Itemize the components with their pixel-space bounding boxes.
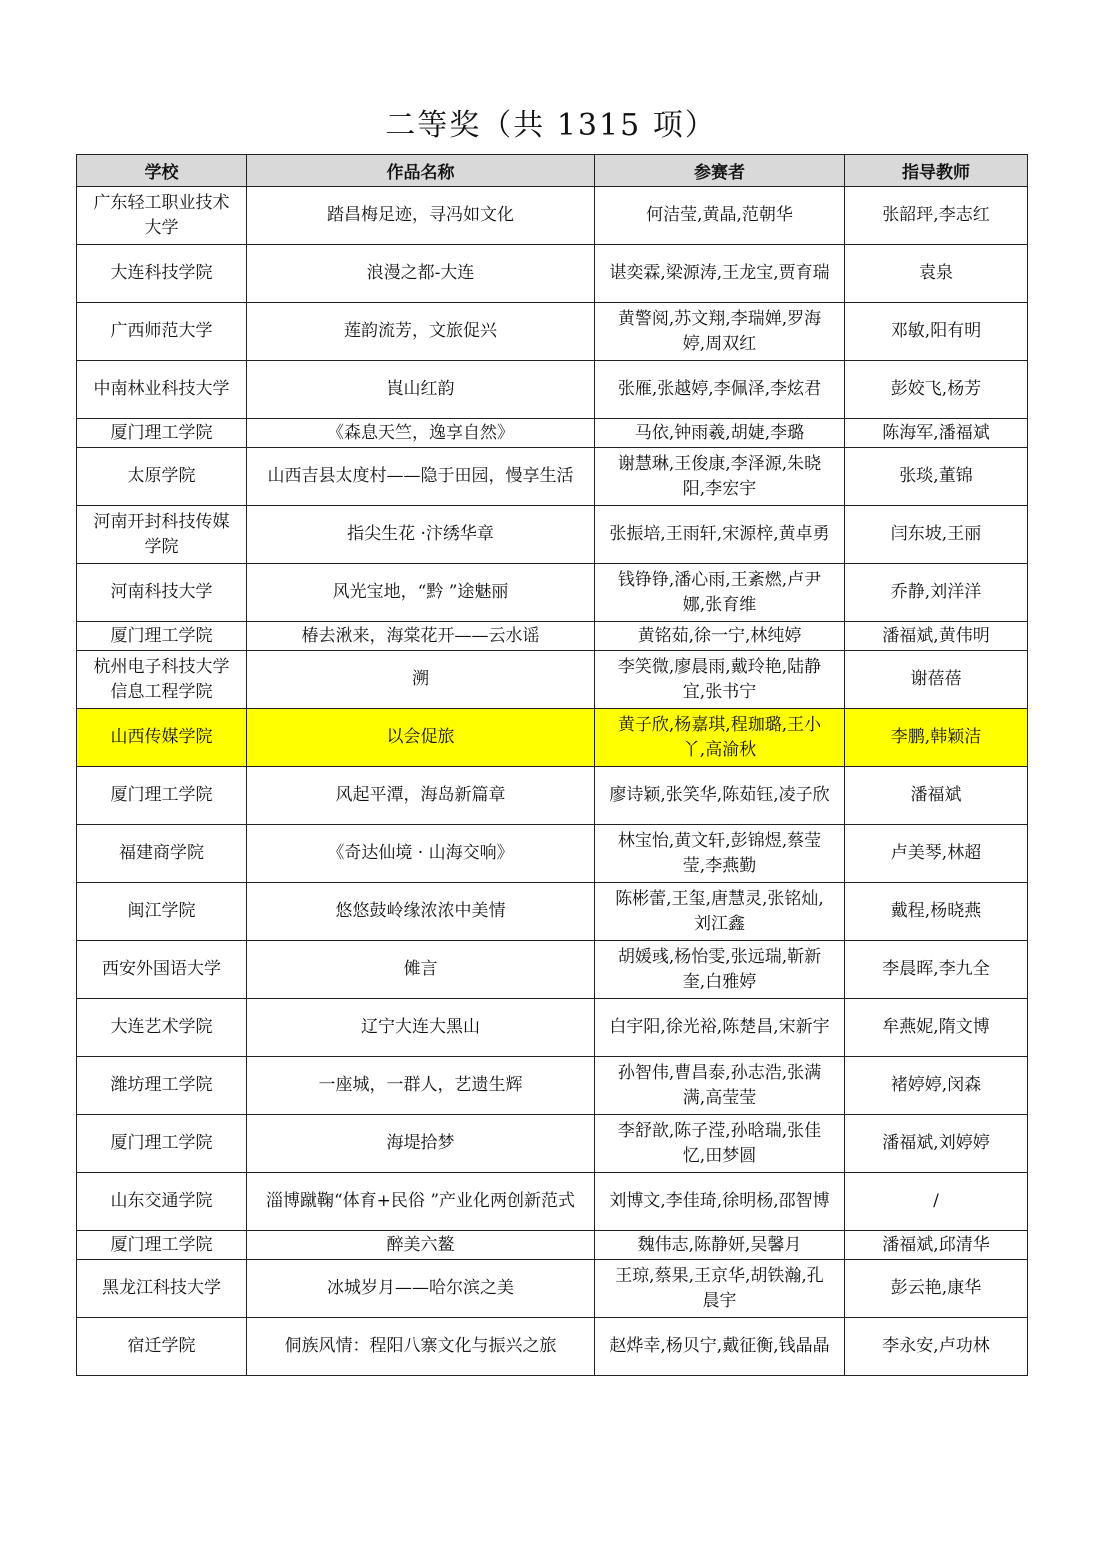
cell-school: 厦门理工学院 xyxy=(77,1231,247,1260)
cell-advisor: 卢美琴,林超 xyxy=(845,825,1028,883)
table-header-row xyxy=(77,155,1028,187)
cell-advisor: / xyxy=(845,1173,1028,1231)
cell-school: 中南林业科技大学 xyxy=(77,361,247,419)
table-row-highlighted xyxy=(77,709,1028,767)
cell-school: 厦门理工学院 xyxy=(77,622,247,651)
table-row xyxy=(77,1115,1028,1173)
table-row xyxy=(77,941,1028,999)
cell-participants: 孙智伟,曹昌泰,孙志浩,张满满,高莹莹 xyxy=(595,1057,845,1115)
cell-advisor: 张琰,董锦 xyxy=(845,448,1028,506)
table-row xyxy=(77,1260,1028,1318)
awards-table xyxy=(76,154,1028,1376)
cell-advisor: 谢蓓蓓 xyxy=(845,651,1028,709)
table-body xyxy=(77,187,1028,1376)
cell-participants: 陈彬蕾,王玺,唐慧灵,张铭灿,刘江鑫 xyxy=(595,883,845,941)
cell-advisor: 张韶玶,李志红 xyxy=(845,187,1028,245)
cell-school: 河南科技大学 xyxy=(77,564,247,622)
cell-work-title: 浪漫之都-大连 xyxy=(247,245,595,303)
cell-school: 黑龙江科技大学 xyxy=(77,1260,247,1318)
cell-advisor: 牟燕妮,隋文博 xyxy=(845,999,1028,1057)
table-row xyxy=(77,651,1028,709)
cell-advisor: 潘福斌,刘婷婷 xyxy=(845,1115,1028,1173)
cell-work-title: 辽宁大连大黑山 xyxy=(247,999,595,1057)
cell-advisor: 潘福斌 xyxy=(845,767,1028,825)
cell-school: 厦门理工学院 xyxy=(77,767,247,825)
table-row xyxy=(77,825,1028,883)
cell-participants: 林宝怡,黄文轩,彭锦煜,蔡莹莹,李燕勤 xyxy=(595,825,845,883)
cell-advisor: 褚婷婷,闵森 xyxy=(845,1057,1028,1115)
table-row xyxy=(77,1318,1028,1376)
table-row xyxy=(77,419,1028,448)
cell-work-title: 风光宝地，“黔 ”途魅丽 xyxy=(247,564,595,622)
cell-advisor: 邓敏,阳有明 xyxy=(845,303,1028,361)
cell-participants: 黄警阅,苏文翔,李瑞婵,罗海婷,周双红 xyxy=(595,303,845,361)
cell-school: 厦门理工学院 xyxy=(77,1115,247,1173)
cell-participants: 胡媛彧,杨怡雯,张远瑞,靳新奎,白雅婷 xyxy=(595,941,845,999)
cell-work-title: 山西吉县太度村——隐于田园，慢享生活 xyxy=(247,448,595,506)
cell-participants: 谌奕霖,梁源涛,王龙宝,贾育瑞 xyxy=(595,245,845,303)
cell-advisor: 彭云艳,康华 xyxy=(845,1260,1028,1318)
cell-school: 广西师范大学 xyxy=(77,303,247,361)
cell-work-title: 淄博蹴鞠“体育+民俗 ”产业化两创新范式 xyxy=(247,1173,595,1231)
cell-advisor: 潘福斌,黄伟明 xyxy=(845,622,1028,651)
cell-work-title: 风起平潭，海岛新篇章 xyxy=(247,767,595,825)
table-row xyxy=(77,1231,1028,1260)
table-row xyxy=(77,245,1028,303)
table-row xyxy=(77,1173,1028,1231)
table-row xyxy=(77,622,1028,651)
table-row xyxy=(77,999,1028,1057)
cell-participants: 魏伟志,陈静妍,吴馨月 xyxy=(595,1231,845,1260)
cell-work-title: 崀山红韵 xyxy=(247,361,595,419)
table-row xyxy=(77,303,1028,361)
cell-work-title: 醉美六鳌 xyxy=(247,1231,595,1260)
table-row xyxy=(77,564,1028,622)
table-row xyxy=(77,1057,1028,1115)
page-title: 二等奖（共 1315 项） xyxy=(385,108,717,143)
header-school: 学校 xyxy=(77,155,247,187)
cell-school: 山东交通学院 xyxy=(77,1173,247,1231)
cell-participants: 李舒歆,陈子滢,孙晗瑞,张佳忆,田梦圆 xyxy=(595,1115,845,1173)
cell-school: 大连科技学院 xyxy=(77,245,247,303)
cell-participants: 廖诗颖,张笑华,陈茹钰,凌子欣 xyxy=(595,767,845,825)
cell-school: 潍坊理工学院 xyxy=(77,1057,247,1115)
cell-work-title: 《森息天竺，逸享自然》 xyxy=(247,419,595,448)
table-row xyxy=(77,187,1028,245)
cell-work-title: 指尖生花 ·汴绣华章 xyxy=(247,506,595,564)
cell-participants: 钱铮铮,潘心雨,王紊燃,卢尹娜,张育维 xyxy=(595,564,845,622)
cell-school: 杭州电子科技大学信息工程学院 xyxy=(77,651,247,709)
cell-work-title: 冰城岁月——哈尔滨之美 xyxy=(247,1260,595,1318)
cell-school: 闽江学院 xyxy=(77,883,247,941)
cell-advisor: 陈海军,潘福斌 xyxy=(845,419,1028,448)
cell-school: 福建商学院 xyxy=(77,825,247,883)
table-row xyxy=(77,767,1028,825)
table-row xyxy=(77,506,1028,564)
header-work-title: 作品名称 xyxy=(247,155,595,187)
cell-advisor: 李鹏,韩颖洁 xyxy=(845,709,1028,767)
cell-participants: 刘博文,李佳琦,徐明杨,邵智博 xyxy=(595,1173,845,1231)
cell-work-title: 傩言 xyxy=(247,941,595,999)
cell-participants: 张雁,张越婷,李佩泽,李炫君 xyxy=(595,361,845,419)
cell-school: 宿迁学院 xyxy=(77,1318,247,1376)
cell-advisor: 李永安,卢功林 xyxy=(845,1318,1028,1376)
cell-school: 大连艺术学院 xyxy=(77,999,247,1057)
cell-advisor: 戴程,杨晓燕 xyxy=(845,883,1028,941)
cell-school: 河南开封科技传媒学院 xyxy=(77,506,247,564)
cell-work-title: 侗族风情：程阳八寨文化与振兴之旅 xyxy=(247,1318,595,1376)
cell-advisor: 李晨晖,李九全 xyxy=(845,941,1028,999)
cell-work-title: 悠悠鼓岭缘浓浓中美情 xyxy=(247,883,595,941)
cell-participants: 黄铭茹,徐一宁,林纯婷 xyxy=(595,622,845,651)
cell-work-title: 莲韵流芳，文旅促兴 xyxy=(247,303,595,361)
table-row xyxy=(77,448,1028,506)
cell-work-title: 以会促旅 xyxy=(247,709,595,767)
cell-advisor: 乔静,刘洋洋 xyxy=(845,564,1028,622)
cell-participants: 王琼,蔡果,王京华,胡铁瀚,孔晨宇 xyxy=(595,1260,845,1318)
cell-participants: 黄子欣,杨嘉琪,程珈璐,王小丫,高渝秋 xyxy=(595,709,845,767)
cell-work-title: 海堤拾梦 xyxy=(247,1115,595,1173)
cell-school: 厦门理工学院 xyxy=(77,419,247,448)
cell-school: 西安外国语大学 xyxy=(77,941,247,999)
cell-advisor: 袁泉 xyxy=(845,245,1028,303)
cell-participants: 李笑微,廖晨雨,戴玲艳,陆静宜,张书宁 xyxy=(595,651,845,709)
cell-participants: 谢慧琳,王俊康,李泽源,朱晓阳,李宏宇 xyxy=(595,448,845,506)
cell-advisor: 彭姣飞,杨芳 xyxy=(845,361,1028,419)
cell-work-title: 溯 xyxy=(247,651,595,709)
cell-participants: 何洁莹,黄晶,范朝华 xyxy=(595,187,845,245)
table-row xyxy=(77,361,1028,419)
header-advisor: 指导教师 xyxy=(845,155,1028,187)
cell-work-title: 《奇达仙境 · 山海交响》 xyxy=(247,825,595,883)
cell-school: 太原学院 xyxy=(77,448,247,506)
cell-participants: 赵烨幸,杨贝宁,戴征衡,钱晶晶 xyxy=(595,1318,845,1376)
cell-advisor: 闫东坡,王丽 xyxy=(845,506,1028,564)
cell-participants: 张振培,王雨轩,宋源梓,黄卓勇 xyxy=(595,506,845,564)
cell-work-title: 椿去湫来，海棠花开——云水谣 xyxy=(247,622,595,651)
cell-participants: 白宇阳,徐光裕,陈楚昌,宋新宇 xyxy=(595,999,845,1057)
cell-school: 山西传媒学院 xyxy=(77,709,247,767)
cell-advisor: 潘福斌,邱清华 xyxy=(845,1231,1028,1260)
table-row xyxy=(77,883,1028,941)
cell-work-title: 踏昌梅足迹，寻冯如文化 xyxy=(247,187,595,245)
cell-participants: 马依,钟雨羲,胡婕,李璐 xyxy=(595,419,845,448)
cell-school: 广东轻工职业技术大学 xyxy=(77,187,247,245)
cell-work-title: 一座城，一群人，艺遗生辉 xyxy=(247,1057,595,1115)
header-participants: 参赛者 xyxy=(595,155,845,187)
